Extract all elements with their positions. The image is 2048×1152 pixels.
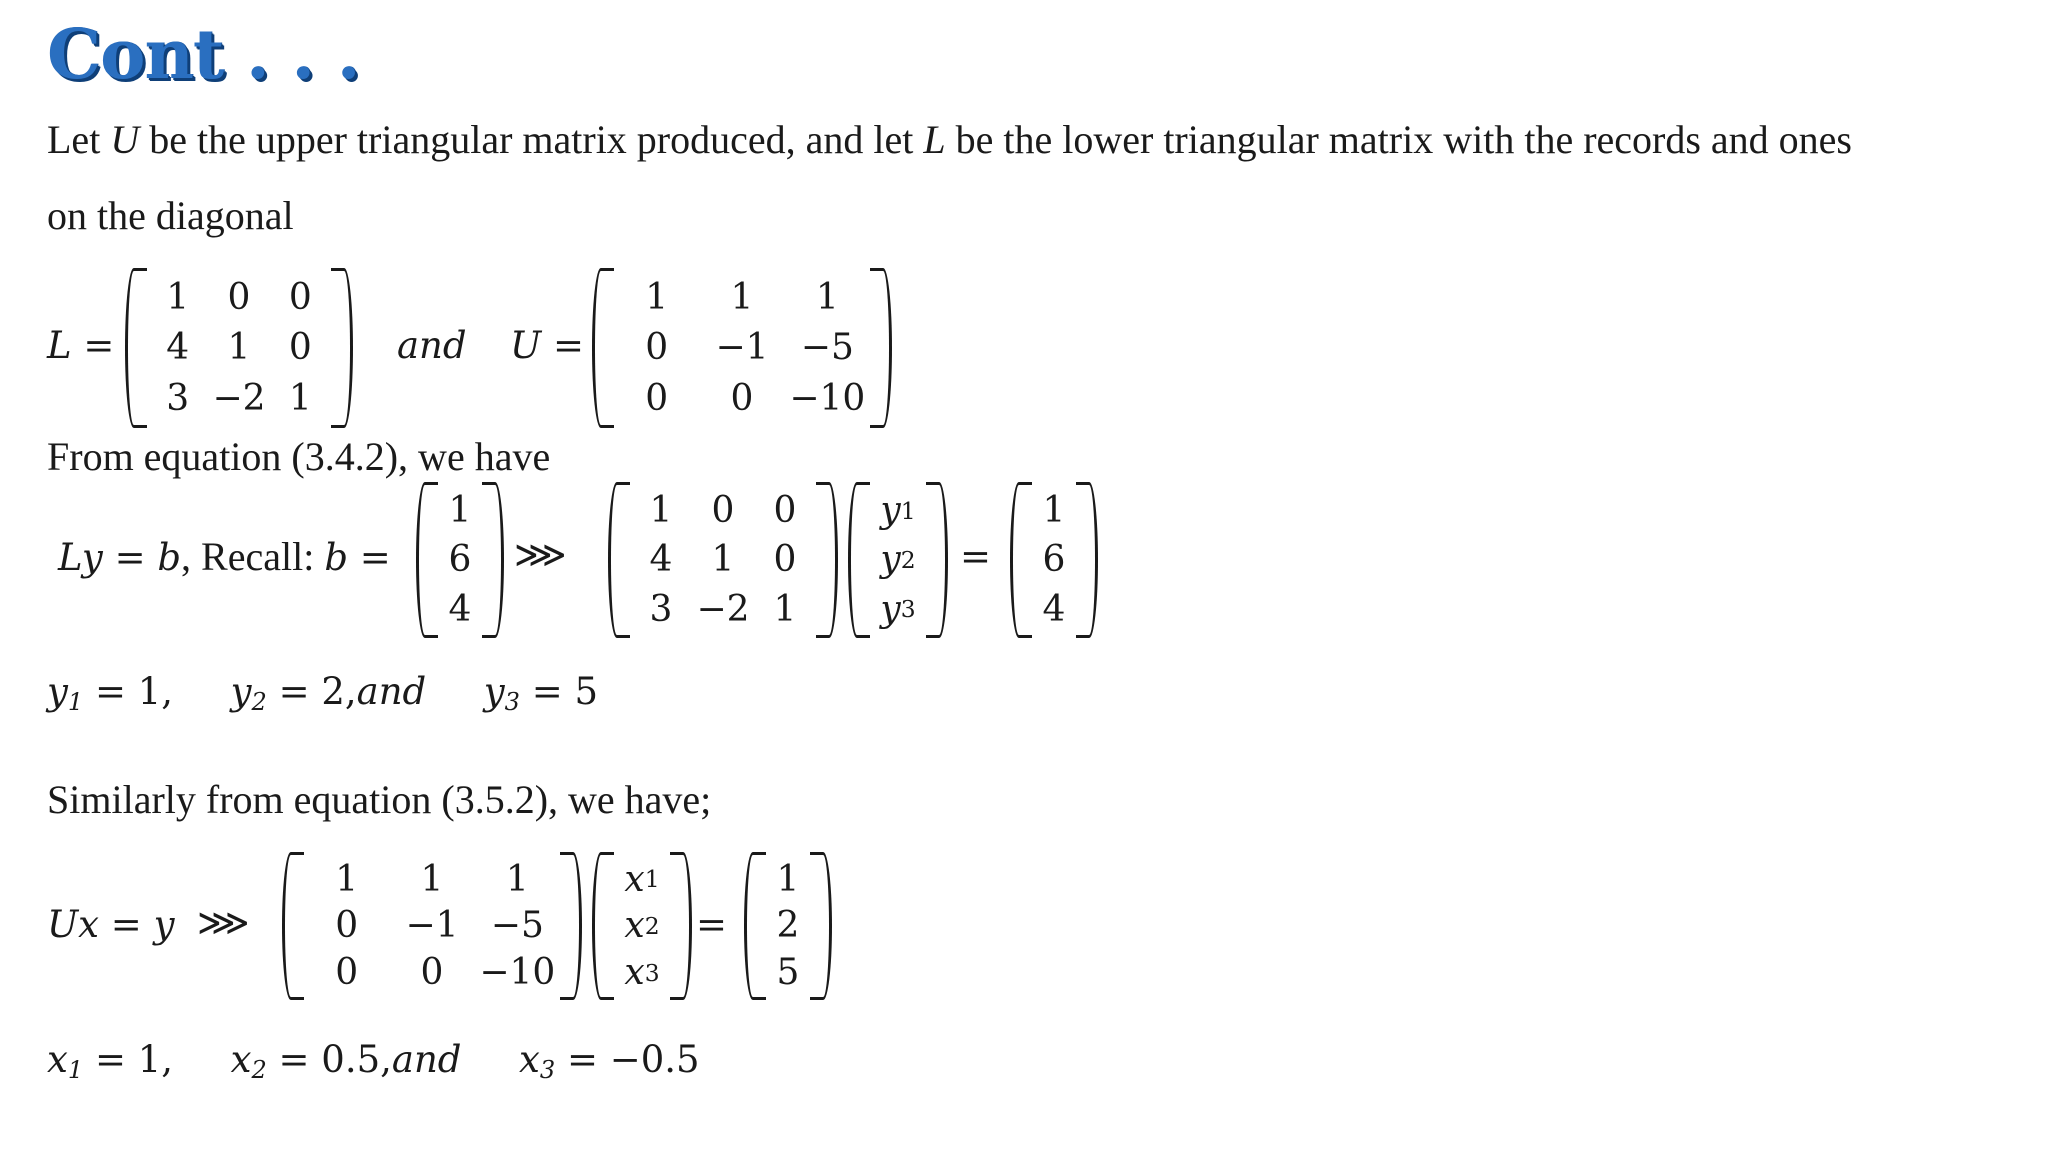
vector-y-rhs-left-paren [744, 852, 766, 1000]
x-solution [47, 1038, 700, 1082]
vector-y-left-paren [848, 482, 870, 638]
ly-equation [58, 535, 391, 580]
implies-arrow-1: ⋙ [514, 533, 567, 576]
intro-u-var: U [110, 117, 140, 162]
l-label: L = [47, 324, 115, 367]
vector-b-rhs-right-paren [1076, 482, 1098, 638]
matrix-u-system-cell-0-0: 1 [335, 858, 359, 900]
matrix-l-system-cell-1-1: 1 [711, 539, 735, 581]
ly-lhs: Ly [58, 536, 103, 579]
x-and-word: and [391, 1038, 462, 1081]
vector-b-rhs-left-paren [1010, 482, 1032, 638]
matrix-l-system-cell-0-2: 0 [773, 490, 797, 532]
matrix-l-cell-2-1: −2 [212, 378, 266, 420]
vector-b [416, 486, 504, 634]
matrix-l-system-cell-1-2: 0 [773, 539, 797, 581]
slide-title: Cont . . . [47, 15, 360, 95]
vector-x [592, 856, 692, 996]
vector-y-rhs [744, 856, 832, 996]
vector-y-cell-0-0: y 1 [880, 490, 916, 532]
matrix-l-cell-0-2: 0 [288, 276, 312, 318]
matrix-u-system-cell-1-0: 0 [335, 905, 359, 947]
matrix-u-cell-1-2: −5 [800, 327, 854, 369]
matrix-u [592, 272, 892, 424]
matrix-l [125, 272, 353, 424]
matrix-u-cell-0-1: 1 [730, 276, 754, 318]
vector-x-right-paren [670, 852, 692, 1000]
vector-b-right-paren [482, 482, 504, 638]
vector-y-cell-1-0: y 2 [880, 539, 916, 581]
matrix-l-system-cell-0-0: 1 [649, 490, 673, 532]
vector-y-rhs-cell-2-0: 5 [776, 952, 800, 994]
matrix-l-system-right-paren [816, 482, 838, 638]
matrix-u-system-cell-0-1: 1 [420, 858, 444, 900]
ly-equals: = [960, 535, 992, 578]
vector-b-cell-1-0: 6 [448, 539, 472, 581]
vector-x-cell-0-0: x 1 [624, 858, 660, 900]
matrix-u-cell-2-0: 0 [645, 378, 669, 420]
y3-value: = 5 [531, 670, 599, 713]
matrix-l-system-cell-0-1: 0 [711, 490, 735, 532]
matrix-u-cell-1-1: −1 [715, 327, 769, 369]
vector-y-right-paren [926, 482, 948, 638]
vector-y-rhs-cell-1-0: 2 [776, 905, 800, 947]
matrix-u-system-left-paren [282, 852, 304, 1000]
u-label: U = [510, 324, 584, 367]
vector-b-rhs-cell-1-0: 6 [1042, 539, 1066, 581]
matrix-u-system-cell-2-1: 0 [420, 952, 444, 994]
matrix-l-cell-1-0: 4 [166, 327, 190, 369]
similarly-text: Similarly from equation (3.5.2), we have; [47, 777, 712, 822]
vector-b-rhs-cell-2-0: 4 [1042, 588, 1066, 630]
x2-symbol: $x_2$ [230, 1038, 267, 1084]
x1-symbol: $x_1$ [47, 1038, 84, 1084]
matrix-u-system-cell-1-2: −5 [490, 905, 544, 947]
matrix-u-system-cell-1-1: −1 [405, 905, 459, 947]
x1-value: = 1, [94, 1038, 174, 1081]
matrix-u-right-paren [870, 268, 892, 428]
vector-y [848, 486, 948, 634]
intro-mid2: be the lower triangular matrix with the records and ones [955, 117, 1852, 162]
vector-b-rhs [1010, 486, 1098, 634]
matrix-u-left-paren [592, 268, 614, 428]
vector-b-rhs-cell-0-0: 1 [1042, 490, 1066, 532]
y2-value: = 2, [278, 670, 357, 713]
matrix-l-cell-1-2: 0 [288, 327, 312, 369]
intro-line-2: on the diagonal [47, 193, 294, 238]
vector-b-cell-0-0: 1 [448, 490, 472, 532]
matrix-l-cell-0-0: 1 [166, 276, 190, 318]
ux-equals: = [696, 903, 728, 946]
matrix-l-system-cell-2-2: 1 [773, 588, 797, 630]
matrix-l-system-cell-2-0: 3 [649, 588, 673, 630]
vector-b-cell-2-0: 4 [448, 588, 472, 630]
matrix-l-cell-0-1: 0 [227, 276, 251, 318]
matrix-l-cell-2-2: 1 [288, 378, 312, 420]
y-solution [47, 670, 598, 714]
y3-symbol: $y_3$ [483, 670, 520, 716]
matrix-u-cell-0-2: 1 [815, 276, 839, 318]
vector-y-cell-2-0: y 3 [880, 588, 916, 630]
matrix-l-system-left-paren [608, 482, 630, 638]
matrix-l-left-paren [125, 268, 147, 428]
recall-eq: = [359, 536, 391, 579]
intro-let: Let [47, 117, 101, 162]
vector-x-cell-1-0: x 2 [624, 905, 660, 947]
y1-symbol: $y_1$ [47, 670, 84, 716]
matrix-l-system-cell-2-1: −2 [696, 588, 750, 630]
matrix-l-cell-2-0: 3 [166, 378, 190, 420]
vector-y-rhs-cell-0-0: 1 [776, 858, 800, 900]
recall-b-var: b [324, 536, 349, 579]
matrix-u-system-right-paren [560, 852, 582, 1000]
vector-b-left-paren [416, 482, 438, 638]
from-equation-text: From equation (3.4.2), we have [47, 434, 551, 479]
matrix-u-system [282, 856, 582, 996]
matrix-l-system-cell-1-0: 4 [649, 539, 673, 581]
and-label: and [397, 324, 467, 367]
x3-value: = −0.5 [566, 1038, 700, 1081]
matrix-l-right-paren [331, 268, 353, 428]
matrix-l-cell-1-1: 1 [227, 327, 251, 369]
vector-x-left-paren [592, 852, 614, 1000]
vector-x-cell-2-0: x 3 [624, 952, 660, 994]
matrix-u-cell-0-0: 1 [645, 276, 669, 318]
matrix-u-cell-2-1: 0 [730, 378, 754, 420]
matrix-u-system-cell-0-2: 1 [505, 858, 529, 900]
recall-label: , Recall: [181, 534, 325, 579]
ux-lhs: Ux = y [47, 903, 175, 946]
intro-line-1 [47, 116, 1852, 164]
intro-l-var: L [923, 117, 946, 162]
y1-value: = 1, [94, 670, 174, 713]
matrix-l-system [608, 486, 838, 634]
ly-eq-b: = b [114, 536, 182, 579]
x2-value: = 0.5, [278, 1038, 392, 1081]
vector-y-rhs-right-paren [810, 852, 832, 1000]
matrix-u-cell-2-2: −10 [789, 378, 866, 420]
intro-mid1: be the upper triangular matrix produced, and let [149, 117, 914, 162]
implies-arrow-2: ⋙ [197, 901, 250, 944]
matrix-u-system-cell-2-2: −10 [479, 952, 556, 994]
matrix-u-system-cell-2-0: 0 [335, 952, 359, 994]
y-and-word: and [356, 670, 427, 713]
x3-symbol: $x_3$ [519, 1038, 556, 1084]
y2-symbol: $y_2$ [230, 670, 267, 716]
matrix-u-cell-1-0: 0 [645, 327, 669, 369]
